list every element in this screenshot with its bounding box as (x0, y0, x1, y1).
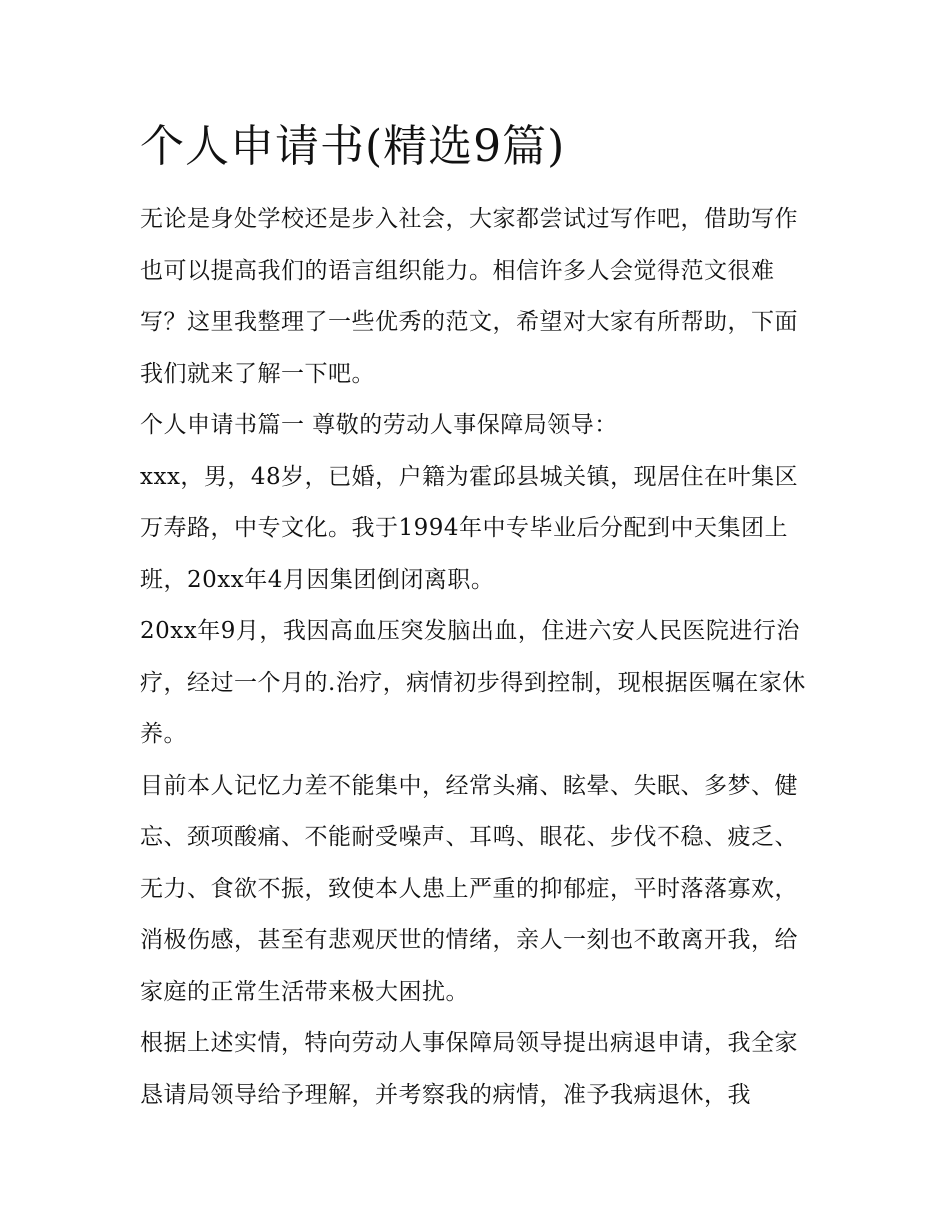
document-title: 个人申请书(精选9篇) (140, 121, 566, 172)
intro-paragraph: 无论是身处学校还是步入社会，大家都尝试过写作吧，借助写作也可以提高我们的语言组织能力。相信许多人会觉得范文很难写？这里我整理了一些优秀的范文，希望对大家有所帮助，下面我们就来了解一下吧。 (140, 206, 798, 387)
section-heading-paragraph: 个人申请书篇一 尊敬的劳动人事保障局领导： (140, 412, 618, 438)
body-paragraph: xxx，男，48岁，已婚，户籍为霍邱县城关镇，现居住在叶集区万寿路，中专文化。我于1994年中专毕业后分配到中天集团上班，20xx年4月因集团倒闭离职。 (140, 463, 799, 593)
body-paragraph: 目前本人记忆力差不能集中，经常头痛、眩晕、失眠、多梦、健忘、颈项酸痛、不能耐受噪声、耳鸣、眼花、步伐不稳、疲乏、无力、食欲不振，致使本人患上严重的抑郁症，平时落落寡欢，消极伤感，甚至有悲观厌世的情绪，亲人一刻也不敢离开我，给家庭的正常生活带来极大困扰。 (140, 772, 798, 1005)
body-paragraph: 根据上述实情，特向劳动人事保障局领导提出病退申请，我全家恳请局领导给予理解，并考察我的病情，准予我病退休，我 (140, 1030, 798, 1108)
body-paragraph: 20xx年9月，我因高血压突发脑出血，住进六安人民医院进行治疗，经过一个月的.治疗，病情初步得到控制，现根据医嘱在家休养。 (140, 618, 806, 747)
document-page (140, 112, 820, 1121)
